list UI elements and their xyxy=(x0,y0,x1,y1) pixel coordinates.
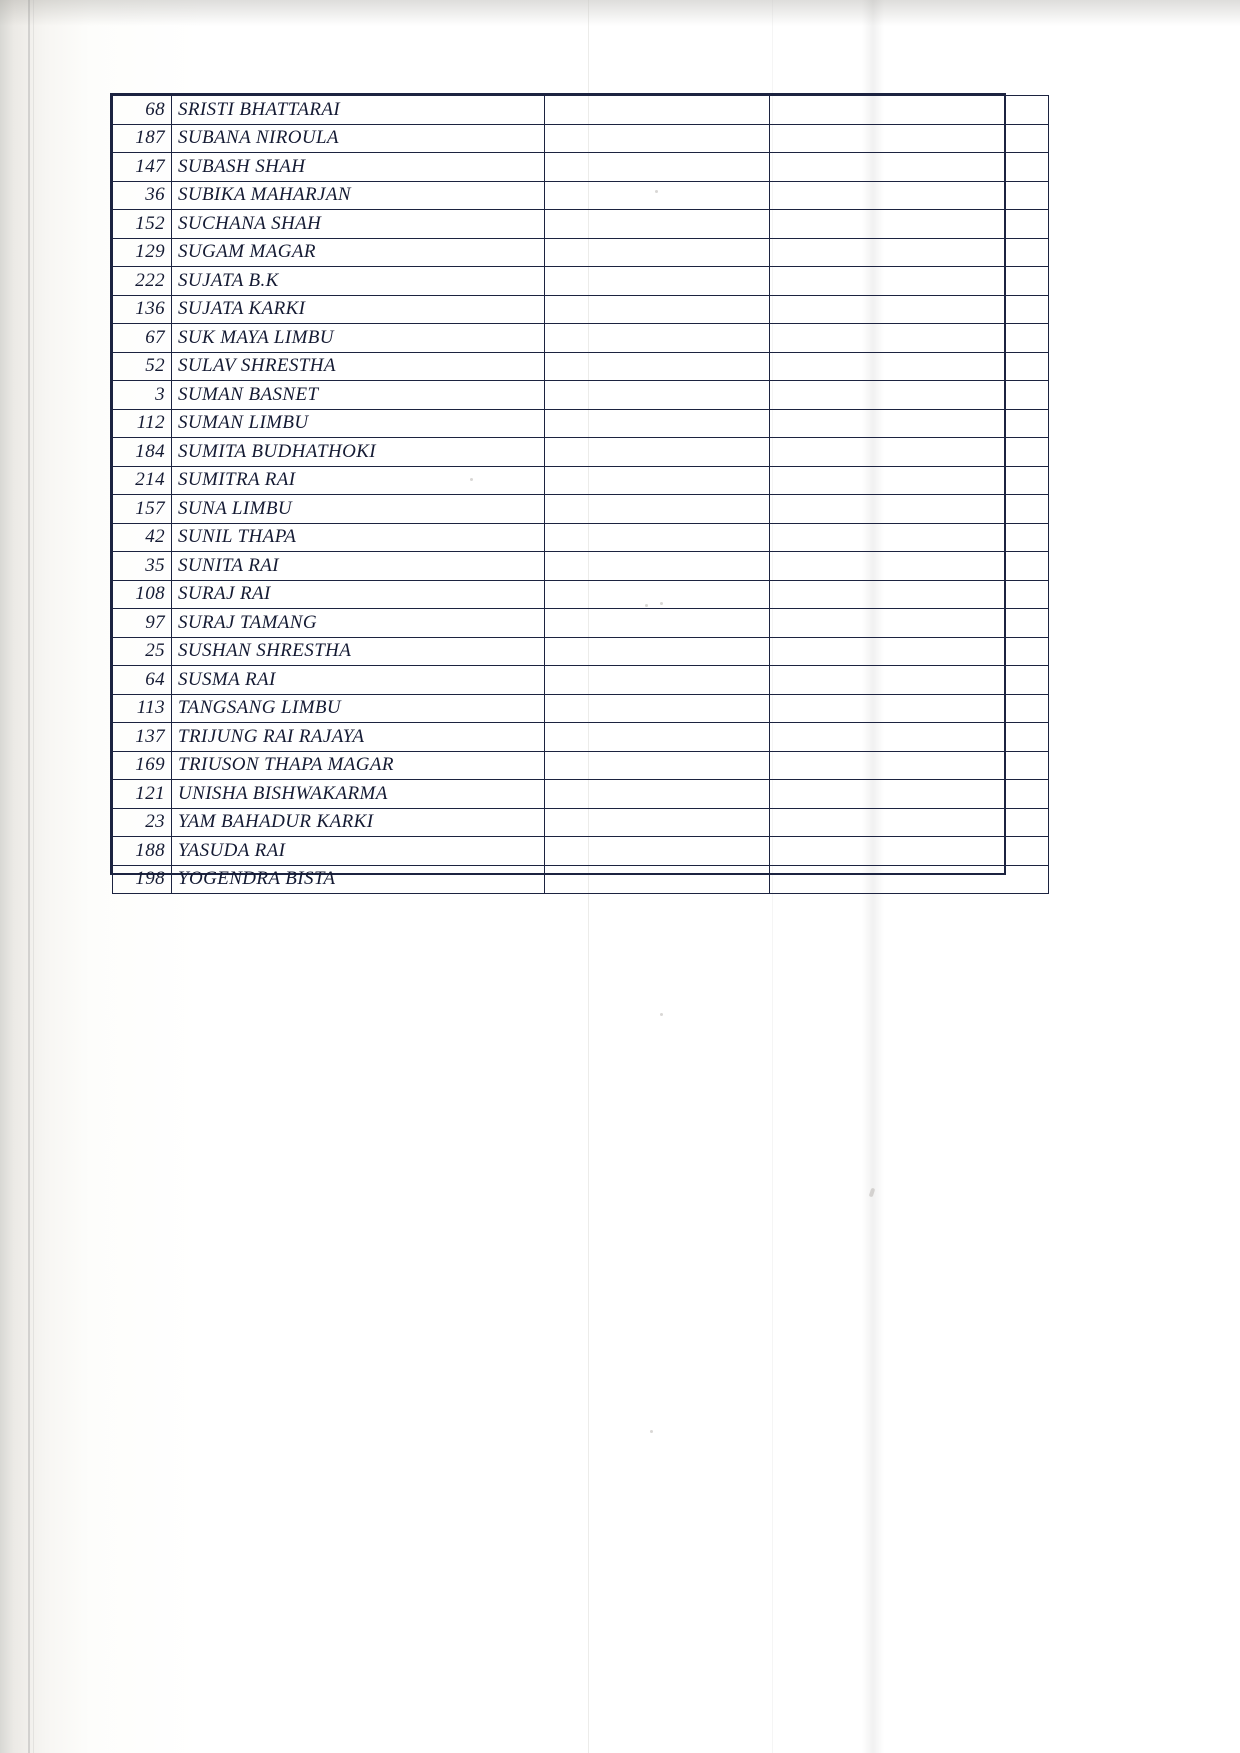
row-blank-cell-2 xyxy=(770,267,1049,296)
row-blank-cell-2 xyxy=(770,238,1049,267)
row-serial-number: 23 xyxy=(113,808,172,837)
row-blank-cell-1 xyxy=(545,210,770,239)
row-serial-number: 222 xyxy=(113,267,172,296)
table-row xyxy=(113,438,1049,467)
roster-table xyxy=(112,95,1049,894)
row-serial-number: 184 xyxy=(113,438,172,467)
row-name: SUNIL THAPA xyxy=(172,523,545,552)
row-serial-number: 157 xyxy=(113,495,172,524)
row-name: SUBASH SHAH xyxy=(172,153,545,182)
row-blank-cell-1 xyxy=(545,181,770,210)
row-blank-cell-1 xyxy=(545,865,770,894)
row-blank-cell-1 xyxy=(545,466,770,495)
row-blank-cell-1 xyxy=(545,124,770,153)
row-serial-number: 42 xyxy=(113,523,172,552)
table-row xyxy=(113,694,1049,723)
row-name: SUMITA BUDHATHOKI xyxy=(172,438,545,467)
row-name: SUGAM MAGAR xyxy=(172,238,545,267)
row-name: SUBANA NIROULA xyxy=(172,124,545,153)
row-blank-cell-2 xyxy=(770,124,1049,153)
table-row xyxy=(113,609,1049,638)
row-blank-cell-2 xyxy=(770,723,1049,752)
row-name: SUMAN LIMBU xyxy=(172,409,545,438)
row-serial-number: 3 xyxy=(113,381,172,410)
row-serial-number: 68 xyxy=(113,96,172,125)
row-serial-number: 169 xyxy=(113,751,172,780)
row-blank-cell-1 xyxy=(545,295,770,324)
row-blank-cell-1 xyxy=(545,552,770,581)
row-blank-cell-2 xyxy=(770,210,1049,239)
row-blank-cell-2 xyxy=(770,295,1049,324)
table-row xyxy=(113,552,1049,581)
row-blank-cell-1 xyxy=(545,96,770,125)
row-blank-cell-1 xyxy=(545,780,770,809)
table-row xyxy=(113,210,1049,239)
row-blank-cell-2 xyxy=(770,181,1049,210)
row-blank-cell-2 xyxy=(770,96,1049,125)
row-blank-cell-2 xyxy=(770,694,1049,723)
row-blank-cell-1 xyxy=(545,723,770,752)
row-serial-number: 112 xyxy=(113,409,172,438)
row-blank-cell-2 xyxy=(770,865,1049,894)
row-serial-number: 198 xyxy=(113,865,172,894)
row-blank-cell-2 xyxy=(770,609,1049,638)
row-name: SUMAN BASNET xyxy=(172,381,545,410)
row-blank-cell-2 xyxy=(770,580,1049,609)
row-serial-number: 35 xyxy=(113,552,172,581)
page-top-shadow xyxy=(0,0,1240,26)
table-row xyxy=(113,723,1049,752)
table-row xyxy=(113,267,1049,296)
row-blank-cell-1 xyxy=(545,409,770,438)
row-name: TANGSANG LIMBU xyxy=(172,694,545,723)
row-name: YAM BAHADUR KARKI xyxy=(172,808,545,837)
row-blank-cell-1 xyxy=(545,324,770,353)
table-row xyxy=(113,153,1049,182)
row-serial-number: 214 xyxy=(113,466,172,495)
row-name: SUNITA RAI xyxy=(172,552,545,581)
table-row xyxy=(113,238,1049,267)
scan-speck xyxy=(650,1430,653,1433)
row-blank-cell-2 xyxy=(770,552,1049,581)
row-blank-cell-2 xyxy=(770,523,1049,552)
row-serial-number: 97 xyxy=(113,609,172,638)
row-blank-cell-1 xyxy=(545,637,770,666)
row-name: SUJATA KARKI xyxy=(172,295,545,324)
row-name: SURAJ TAMANG xyxy=(172,609,545,638)
row-blank-cell-1 xyxy=(545,751,770,780)
row-blank-cell-1 xyxy=(545,694,770,723)
row-blank-cell-1 xyxy=(545,495,770,524)
row-name: TRIUSON THAPA MAGAR xyxy=(172,751,545,780)
row-serial-number: 36 xyxy=(113,181,172,210)
table-row xyxy=(113,580,1049,609)
row-blank-cell-1 xyxy=(545,609,770,638)
row-blank-cell-2 xyxy=(770,751,1049,780)
row-blank-cell-1 xyxy=(545,381,770,410)
row-blank-cell-2 xyxy=(770,324,1049,353)
row-blank-cell-2 xyxy=(770,666,1049,695)
table-row xyxy=(113,381,1049,410)
scan-speck xyxy=(660,1013,663,1016)
row-blank-cell-2 xyxy=(770,153,1049,182)
row-blank-cell-2 xyxy=(770,438,1049,467)
row-serial-number: 67 xyxy=(113,324,172,353)
row-blank-cell-2 xyxy=(770,495,1049,524)
row-serial-number: 129 xyxy=(113,238,172,267)
row-blank-cell-2 xyxy=(770,381,1049,410)
row-blank-cell-1 xyxy=(545,666,770,695)
table-row xyxy=(113,324,1049,353)
row-blank-cell-1 xyxy=(545,352,770,381)
row-blank-cell-1 xyxy=(545,238,770,267)
row-blank-cell-1 xyxy=(545,438,770,467)
table-row xyxy=(113,352,1049,381)
row-name: TRIJUNG RAI RAJAYA xyxy=(172,723,545,752)
row-blank-cell-2 xyxy=(770,352,1049,381)
row-name: YOGENDRA BISTA xyxy=(172,865,545,894)
row-serial-number: 136 xyxy=(113,295,172,324)
table-row xyxy=(113,295,1049,324)
table-row xyxy=(113,495,1049,524)
table-row xyxy=(113,124,1049,153)
row-name: SUSHAN SHRESTHA xyxy=(172,637,545,666)
row-serial-number: 25 xyxy=(113,637,172,666)
row-blank-cell-1 xyxy=(545,153,770,182)
row-blank-cell-2 xyxy=(770,466,1049,495)
row-blank-cell-1 xyxy=(545,267,770,296)
row-name: SULAV SHRESTHA xyxy=(172,352,545,381)
row-blank-cell-2 xyxy=(770,808,1049,837)
row-serial-number: 108 xyxy=(113,580,172,609)
table-row xyxy=(113,96,1049,125)
table-row xyxy=(113,780,1049,809)
table-row xyxy=(113,466,1049,495)
roster-table-body xyxy=(113,96,1049,894)
row-serial-number: 147 xyxy=(113,153,172,182)
row-blank-cell-1 xyxy=(545,808,770,837)
row-name: SUSMA RAI xyxy=(172,666,545,695)
row-serial-number: 64 xyxy=(113,666,172,695)
row-serial-number: 121 xyxy=(113,780,172,809)
roster-table-container xyxy=(112,95,1000,894)
table-row xyxy=(113,865,1049,894)
table-row xyxy=(113,637,1049,666)
row-name: SUNA LIMBU xyxy=(172,495,545,524)
row-serial-number: 188 xyxy=(113,837,172,866)
row-serial-number: 137 xyxy=(113,723,172,752)
row-name: SUBIKA MAHARJAN xyxy=(172,181,545,210)
table-row xyxy=(113,409,1049,438)
row-blank-cell-2 xyxy=(770,409,1049,438)
row-serial-number: 52 xyxy=(113,352,172,381)
row-name: SUK MAYA LIMBU xyxy=(172,324,545,353)
table-row xyxy=(113,808,1049,837)
row-blank-cell-1 xyxy=(545,580,770,609)
row-blank-cell-2 xyxy=(770,637,1049,666)
page-left-edge xyxy=(28,0,30,1753)
table-row xyxy=(113,837,1049,866)
row-name: SURAJ RAI xyxy=(172,580,545,609)
row-name: SUMITRA RAI xyxy=(172,466,545,495)
row-name: UNISHA BISHWAKARMA xyxy=(172,780,545,809)
table-row xyxy=(113,751,1049,780)
table-row xyxy=(113,523,1049,552)
row-blank-cell-2 xyxy=(770,780,1049,809)
table-row xyxy=(113,666,1049,695)
row-blank-cell-2 xyxy=(770,837,1049,866)
table-row xyxy=(113,181,1049,210)
row-name: SUCHANA SHAH xyxy=(172,210,545,239)
row-blank-cell-1 xyxy=(545,837,770,866)
row-name: YASUDA RAI xyxy=(172,837,545,866)
row-name: SUJATA B.K xyxy=(172,267,545,296)
row-serial-number: 187 xyxy=(113,124,172,153)
row-serial-number: 113 xyxy=(113,694,172,723)
page-left-edge-secondary xyxy=(33,0,34,1753)
row-blank-cell-1 xyxy=(545,523,770,552)
row-name: SRISTI BHATTARAI xyxy=(172,96,545,125)
row-serial-number: 152 xyxy=(113,210,172,239)
